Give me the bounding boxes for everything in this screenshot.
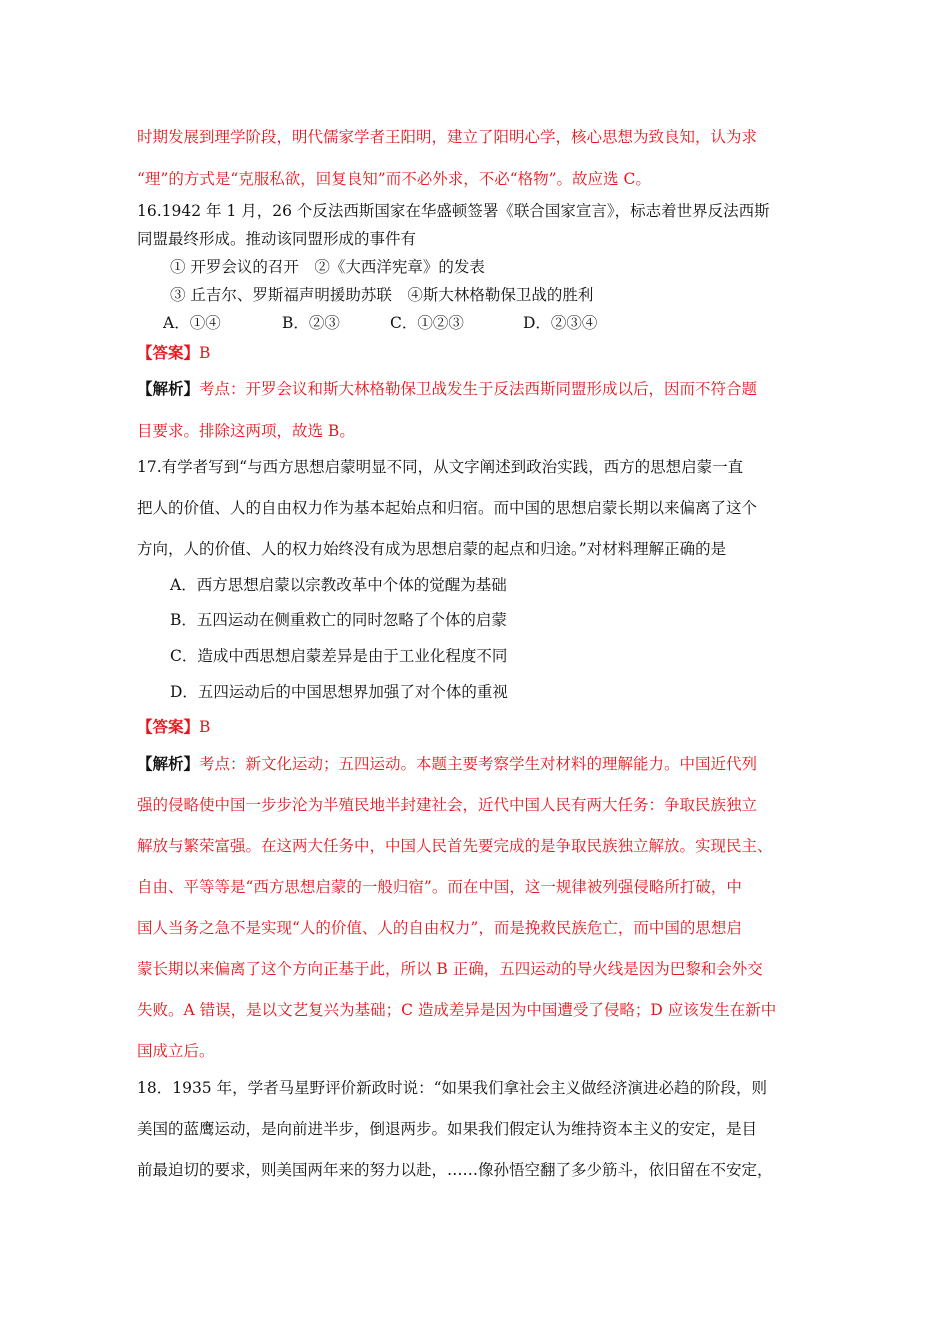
q17-analysis-tag: 【解析】 [137, 754, 200, 773]
q17-answer-value: B [199, 718, 211, 736]
q16-option-b: B．②③ [282, 314, 340, 332]
q17-stem-line-2: 把人的价值、人的自由权力作为基本起始点和归宿。而中国的思想启蒙长期以来偏离了这个 [137, 499, 758, 517]
q17-option-d: D．五四运动后的中国思想界加强了对个体的重视 [170, 683, 508, 701]
q17-option-b: B．五四运动在侧重救亡的同时忽略了个体的启蒙 [170, 611, 507, 629]
q16-analysis-text-1: 考点：开罗会议和斯大林格勒保卫战发生于反法西斯同盟形成以后，因而不符合题 [199, 380, 758, 398]
q17-option-a: A．西方思想启蒙以宗教改革中个体的觉醒为基础 [170, 576, 507, 594]
q16-option-a: A．①④ [163, 314, 221, 332]
q18-stem-line-3: 前最迫切的要求，则美国两年来的努力以赴，……像孙悟空翻了多少筋斗，依旧留在不安定， [137, 1161, 773, 1179]
q16-item-line-2: ③ 丘吉尔、罗斯福声明援助苏联 ④斯大林格勒保卫战的胜利 [170, 286, 594, 304]
q18-stem-line-1: 18．1935 年，学者马星野评价新政时说：“如果我们拿社会主义做经济演进必趋的阶段，则 [137, 1079, 768, 1097]
q16-option-c: C．①②③ [390, 314, 464, 332]
prev-analysis-line-2: “理”的方式是“克服私欲，回复良知”而不必外求，不必“格物”。故应选 C。 [137, 170, 651, 188]
q16-analysis-tag: 【解析】 [137, 379, 200, 398]
q17-analysis-line-5: 国人当务之急不是实现“人的价值、人的自由权力”，而是挽救民族危亡，而中国的思想启 [137, 919, 742, 937]
q17-option-c: C．造成中西思想启蒙差异是由于工业化程度不同 [170, 647, 508, 665]
q17-analysis-line-4: 自由、平等等是“西方思想启蒙的一般归宿”。而在中国，这一规律被列强侵略所打破，中 [137, 878, 742, 896]
q17-answer [137, 716, 210, 738]
q16-answer [137, 342, 210, 364]
q17-analysis-line-6: 蒙长期以来偏离了这个方向正基于此，所以 B 正确，五四运动的导火线是因为巴黎和会外交 [137, 960, 763, 978]
q16-answer-tag: 【答案】 [137, 343, 200, 362]
q17-analysis-line-7: 失败。A 错误，是以文艺复兴为基础；C 造成差异是因为中国遭受了侵略；D 应该发生在新中 [137, 1001, 777, 1019]
q17-analysis-line-3: 解放与繁荣富强。在这两大任务中，中国人民首先要完成的是争取民族独立解放。实现民主、 [137, 837, 773, 855]
q16-analysis-line-1 [137, 378, 757, 400]
q17-analysis-line-2: 强的侵略使中国一步步沦为半殖民地半封建社会，近代中国人民有两大任务：争取民族独立 [137, 796, 758, 814]
q16-item-line-1: ① 开罗会议的召开 ②《大西洋宪章》的发表 [170, 258, 485, 276]
q16-stem-line-2: 同盟最终形成。推动该同盟形成的事件有 [137, 230, 417, 248]
q16-answer-value: B [199, 344, 211, 362]
q16-stem-line-1: 16.1942 年 1 月，26 个反法西斯国家在华盛顿签署《联合国家宣言》，标志着世界反法西斯 [137, 202, 770, 220]
q17-analysis-line-1 [137, 753, 757, 775]
q16-analysis-line-2: 目要求。排除这两项，故选 B。 [137, 422, 355, 440]
prev-analysis-line-1: 时期发展到理学阶段，明代儒家学者王阳明，建立了阳明心学，核心思想为致良知，认为求 [137, 128, 758, 146]
q17-stem-line-3: 方向，人的价值、人的权力始终没有成为思想启蒙的起点和归途。”对材料理解正确的是 [137, 540, 727, 558]
q17-answer-tag: 【答案】 [137, 717, 200, 736]
q17-analysis-text-1: 考点：新文化运动；五四运动。本题主要考察学生对材料的理解能力。中国近代列 [199, 755, 758, 773]
q17-stem-line-1: 17.有学者写到“与西方思想启蒙明显不同，从文字阐述到政治实践，西方的思想启蒙一直 [137, 458, 744, 476]
q17-analysis-line-8: 国成立后。 [137, 1042, 215, 1060]
q18-stem-line-2: 美国的蓝鹰运动，是向前进半步，倒退两步。如果我们假定认为维持资本主义的安定，是目 [137, 1120, 758, 1138]
q16-option-d: D．②③④ [523, 314, 598, 332]
